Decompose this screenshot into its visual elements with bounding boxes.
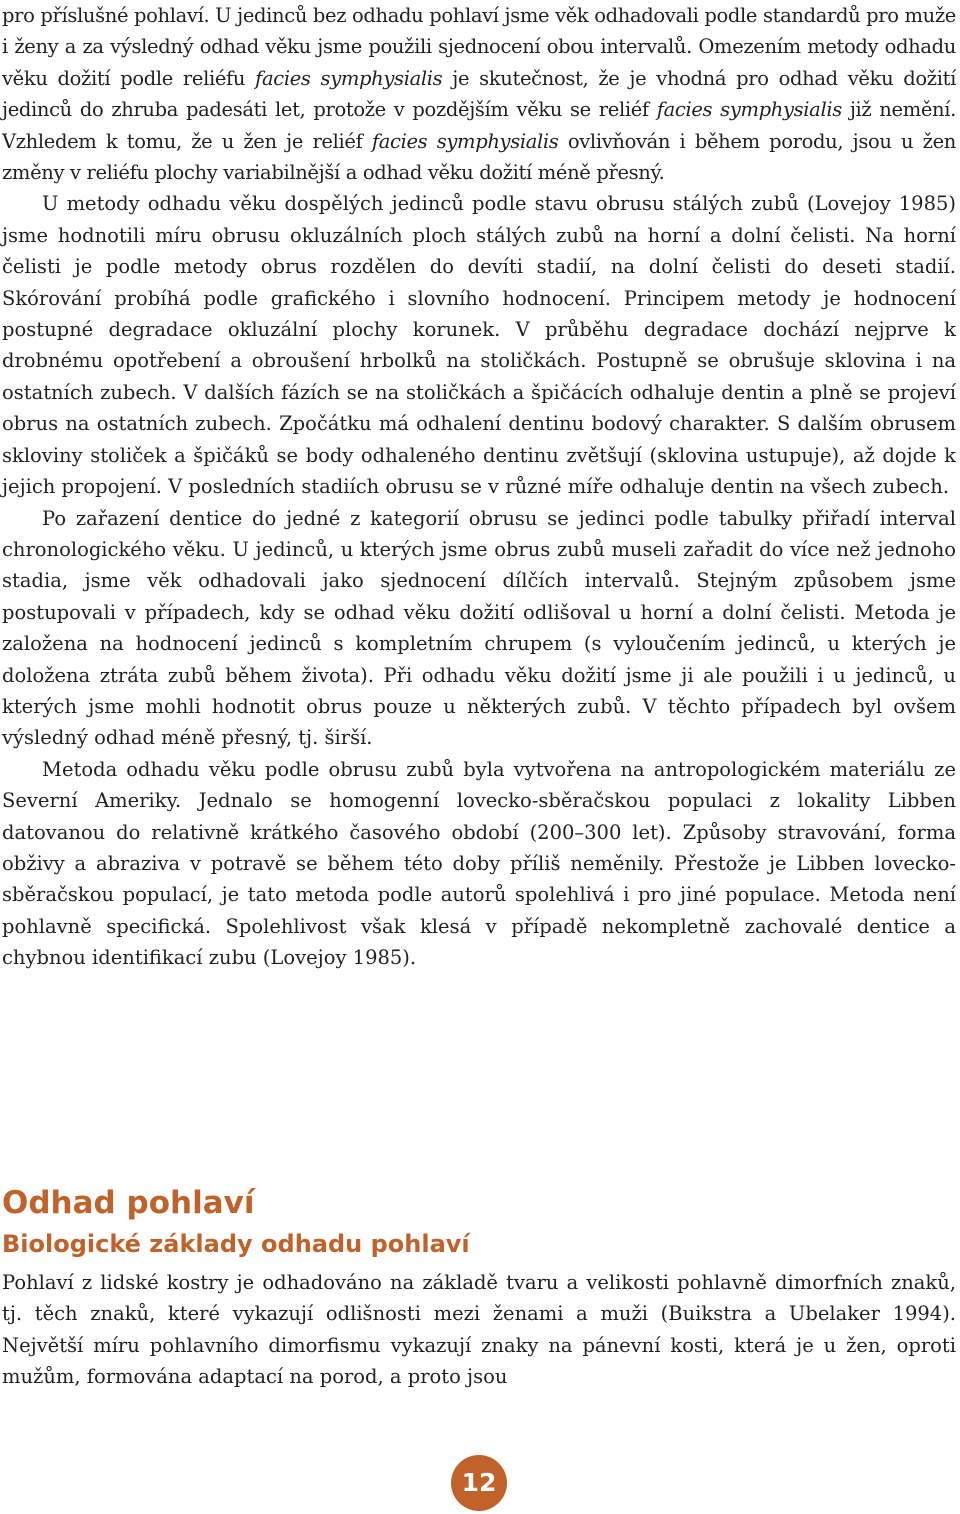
italic-term: facies symphysialis: [656, 98, 842, 122]
paragraph: Po zařazení dentice do jedné z kategorií obrusu se jedinci podle tabulky přiřadí interval chronologického věku. U jedinců, u kterých jsme obrus zubů museli zařadit do více než jednoho stadia, jsme věk odhadovali jako sjednocení dílčích intervalů. Stejným způsobem jsme postupovali v případech, kdy se odhad věku dožití odlišoval u horní a dolní čelisti. Metoda je založena na hodnocení jedinců s kompletním chrupem (s vyloučením jedinců, u kterých je doložena ztráta zubů během života). Při odhadu věku dožití jsme ji ale použili i u jedinců, u kterých jsme mohli hodnotit obrus pouze u některých zubů. V těchto případech byl ovšem výsledný odhad méně přesný, tj. širší.: [2, 506, 956, 750]
paragraph: Metoda odhadu věku podle obrusu zubů byla vytvořena na antropologickém materiálu ze Severní Ameriky. Jednalo se homogenní lovecko-sběračskou populaci z lokality Libben datovanou do relativně krátkého časového období (200–300 let). Způsoby stravování, forma obživy a abraziva v potravě se během této doby příliš neměnily. Přestože je Libben lovecko-sběračskou populací, je tato metoda podle autorů spolehlivá i pro jiné populace. Metoda není pohlavně specifická. Spolehlivost však klesá v případě nekompletně zachovalé dentice a chybnou identifikací zubu (Lovejoy 1985).: [2, 757, 956, 970]
paragraph: [2, 0, 956, 188]
paragraph: Pohlaví z lidské kostry je odhadováno na základě tvaru a velikosti pohlavně dimorfních znaků, tj. těch znaků, které vykazují odlišnosti mezi ženami a muži (Buikstra a Ubelaker 1994). Největší míru pohlavního dimorfismu vykazují znaky na pánevní kosti, která je u žen, oproti mužům, formována adaptací na porod, a proto jsou: [2, 1271, 956, 1389]
paragraph: U metody odhadu věku dospělých jedinců podle stavu obrusu stálých zubů (Lovejoy 1985) jsme hodnotili míru obrusu okluzálních ploch stálých zubů na horní a dolní čelisti. Na horní čelisti je podle metody obrus rozdělen do devíti stadií, na dolní čelisti do deseti stadií. Skórování probíhá podle grafického i slovního hodnocení. Principem metody je hodnocení postupné degradace okluzální plochy korunek. V průběhu degradace dochází nejprve k drobnému opotřebení a obroušení hrbolků na stoličkách. Postupně se obrušuje sklovina i na ostatních zubech. V dalších fázích se na stoličkách a špičácích odhaluje dentin a plně se projeví obrus na ostatních zubech. Zpočátku má odhalení dentinu bodový charakter. S dalším obrusem skloviny stoliček a špičáků se body odhaleného dentinu zvětšují (sklovina ustupuje), až dojde k jejich propojení. V posledních stadiích obrusu se v různé míře odhaluje dentin na všech zubech.: [2, 192, 956, 499]
italic-term: facies symphysialis: [255, 66, 443, 90]
body-text-section-1: [2, 0, 956, 974]
section-heading: Odhad pohlaví: [2, 1185, 255, 1221]
italic-term: facies symphysialis: [371, 129, 559, 153]
text-run: pro příslušné pohlaví. U jedinců bez odhadu pohlaví jsme věk odhadovali podle standardů pro muže i ženy a za výsledný odhad věku jsme použili sjednocení obou intervalů. Omezením metody odhadu věku dožití podle reliéfu: [2, 4, 956, 90]
body-text-section-2: [2, 1267, 956, 1393]
section-subheading: Biologické základy odhadu pohlaví: [2, 1230, 470, 1258]
text-run: je skutečnost, že je vhodná pro odhad věku dožití jedinců do zhruba padesáti let, protože v pozdějším věku se reliéf: [2, 66, 956, 122]
text-run: již nemění. Vzhledem k tomu, že u žen je reliéf: [2, 98, 956, 153]
page-number-badge: 12: [451, 1455, 507, 1511]
text-run: ovlivňován i během porodu, jsou u žen změny v reliéfu plochy variabilnější a odhad věku dožití méně přesný.: [2, 129, 956, 185]
